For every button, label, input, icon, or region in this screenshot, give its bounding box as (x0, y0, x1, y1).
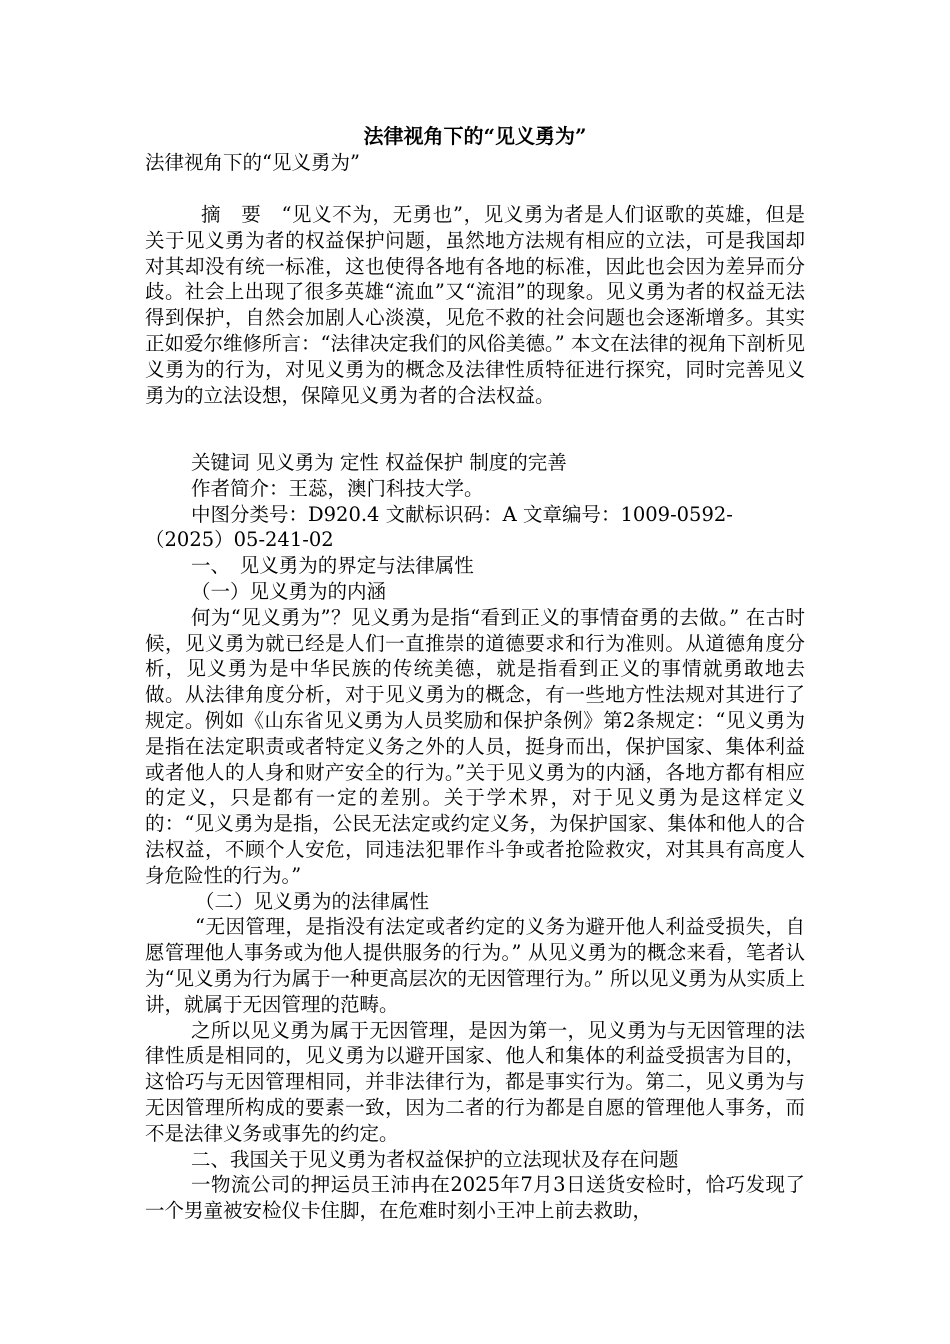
section-heading-1: 一、 见义勇为的界定与法律属性 (191, 554, 474, 578)
document-title: 法律视角下的“见义勇为” (363, 124, 587, 148)
document-subtitle: 法律视角下的“见义勇为” (145, 151, 360, 174)
author-line: 作者简介：王蕊，澳门科技大学。 (191, 476, 484, 500)
paragraph-2: “无因管理，是指没有法定或者约定的义务为避开他人利益受损失，自愿管理他人事务或为他人提供服务的行为。” 从见义勇为的概念来看，笔者认为“见义勇为行为属于一种更高层次的无因管理行为。” 所以见义勇为从实质上讲，就属于无因管理的范畴。 (145, 915, 805, 1016)
paragraph-1: 何为“见义勇为”？见义勇为是指“看到正义的事情奋勇的去做。” 在古时候，见义勇为就已经是人们一直推崇的道德要求和行为准则。从道德角度分析，见义勇为是中华民族的传统美德，就是指看到正义的事情就勇敢地去做。从法律角度分析，对于见义勇为的概念，有一些地方性法规对其进行了规定。例如《山东省见义勇为人员奖励和保护条例》第2条规定：“见义勇为是指在法定职责或者特定义务之外的人员，挺身而出，保护国家、集体利益或者他人的人身和财产安全的行为。”关于见义勇为的内涵，各地方都有相应的定义，只是都有一定的差别。关于学术界，对于见义勇为是这样定义的：“见义勇为是指，公民无法定或约定义务，为保护国家、集体和他人的合法权益，不顾个人安危，同违法犯罪作斗争或者抢险救灾，对其具有高度人身危险性的行为。” (145, 605, 805, 887)
classification-line: 中图分类号：D920.4 文献标识码：A 文章编号：1009-0592- (191, 502, 733, 526)
section-heading-2: 二、我国关于见义勇为者权益保护的立法现状及存在问题 (191, 1147, 679, 1171)
classification-line-cont: （2025）05-241-02 (145, 528, 334, 552)
abstract-paragraph: 摘 要 “见义不为，无勇也”，见义勇为者是人们讴歌的英雄，但是关于见义勇为者的权益保护问题，虽然地方法规有相应的立法，可是我国却对其却没有统一标准，这也使得各地有各地的标准，因此也会因为差异而分歧。社会上出现了很多英雄“流血”又“流泪”的现象。见义勇为者的权益无法得到保护，自然会加剧人心淡漠，见危不救的社会问题也会逐渐增多。其实正如爱尔维修所言：“法律决定我们的风俗美德。” 本文在法律的视角下剖析见义勇为的行为，对见义勇为的概念及法律性质特征进行探究，同时完善见义勇为的立法设想，保障见义勇为者的合法权益。 (145, 203, 805, 407)
paragraph-4: 一物流公司的押运员王沛冉在2025年7月3日送货安检时，恰巧发现了一个男童被安检仪卡住脚，在危难时刻小王冲上前去救助， (145, 1173, 805, 1223)
document-body (145, 450, 805, 1224)
paragraph-3: 之所以见义勇为属于无因管理，是因为第一，见义勇为与无因管理的法律性质是相同的，见义勇为以避开国家、他人和集体的利益受损害为目的，这恰巧与无因管理相同，并非法律行为，都是事实行为。第二，见义勇为与无因管理所构成的要素一致，因为二者的行为都是自愿的管理他人事务，而不是法律义务或事先的约定。 (145, 1018, 805, 1145)
subsection-heading-1-1: （一）见义勇为的内涵 (191, 579, 387, 603)
subsection-heading-1-2: （二）见义勇为的法律属性 (195, 889, 430, 913)
keywords-line: 关键词 见义勇为 定性 权益保护 制度的完善 (191, 451, 567, 474)
